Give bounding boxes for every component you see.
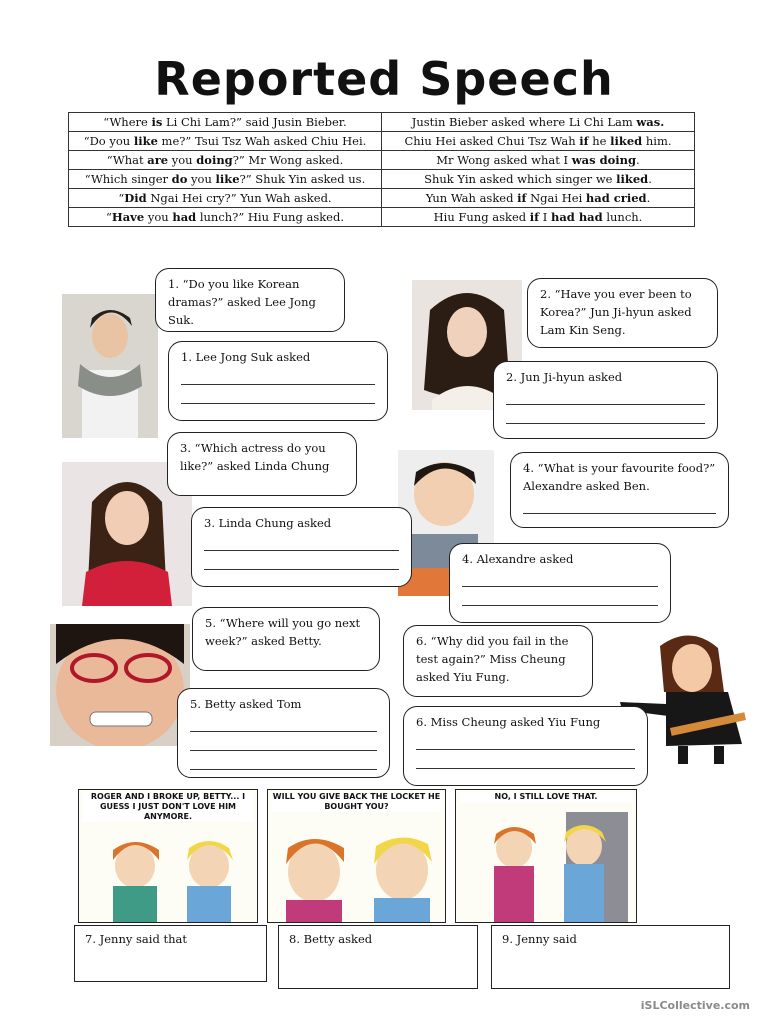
answer-6-prompt: 6. Miss Cheung asked Yiu Fung: [416, 715, 601, 729]
answer-3-line[interactable]: [204, 532, 399, 551]
sentence-text: you: [187, 172, 216, 186]
example-row: [69, 208, 695, 227]
answer-bubble-6: [403, 706, 648, 786]
sentence-text: Shuk Yin asked which singer we: [424, 172, 617, 186]
answer-6-line[interactable]: [416, 731, 635, 750]
sentence-text: lunch.: [602, 210, 643, 224]
answer-bubble-1: [168, 341, 388, 421]
page-title: Reported Speech: [154, 52, 614, 106]
comic-panel-3: [455, 789, 637, 923]
answer-3-line[interactable]: [204, 551, 399, 570]
key-word: was.: [636, 115, 665, 129]
answer-9-prompt: 9. Jenny said: [502, 932, 577, 946]
key-word: do: [171, 172, 188, 186]
direct-speech-cell: [69, 132, 382, 151]
key-word: are: [147, 153, 169, 167]
sentence-text: Justin Bieber asked where Li Chi Lam: [411, 115, 637, 129]
direct-speech-cell: [69, 113, 382, 132]
sentence-text: Yun Wah asked: [425, 191, 518, 205]
key-word: Did: [124, 191, 147, 205]
sentence-text: .: [648, 172, 652, 186]
sentence-text: .: [636, 153, 640, 167]
answer-box-9[interactable]: [491, 925, 730, 989]
answer-1-prompt: 1. Lee Jong Suk asked: [181, 350, 311, 364]
question-2-text: 2. “Have you ever been to Korea?” Jun Ji-hyun asked Lam Kin Seng.: [540, 287, 692, 337]
comic-caption-3: NO, I STILL LOVE THAT.: [460, 792, 632, 802]
key-word: if: [579, 134, 589, 148]
answer-4-prompt: 4. Alexandre asked: [462, 552, 574, 566]
answer-5-line[interactable]: [190, 732, 377, 751]
question-bubble-5: [192, 607, 380, 671]
sentence-text: “Where: [103, 115, 152, 129]
comic-panel-2: [267, 789, 446, 923]
sentence-text: he: [588, 134, 611, 148]
key-word: was doing: [571, 153, 637, 167]
key-word: like: [133, 134, 158, 148]
sentence-text: Ngai Hei: [526, 191, 586, 205]
key-word: had cried: [585, 191, 647, 205]
comic-panel-1: [78, 789, 258, 923]
question-1-text: 1. “Do you like Korean dramas?” asked Lee Jong Suk.: [168, 277, 316, 327]
sentence-text: ?” Mr Wong asked.: [232, 153, 344, 167]
answer-2-line[interactable]: [506, 405, 705, 424]
sentence-text: “: [118, 191, 125, 205]
key-word: liked: [616, 172, 649, 186]
answer-bubble-2: [493, 361, 718, 439]
answer-7-prompt: 7. Jenny said that: [85, 932, 187, 946]
photo-lee-jong-suk: [62, 294, 158, 438]
sentence-text: you: [168, 153, 197, 167]
key-word: doing: [196, 153, 233, 167]
question-bubble-6: [403, 625, 593, 697]
example-row: [69, 132, 695, 151]
answer-4-line[interactable]: [462, 568, 658, 587]
sentence-text: Chiu Hei asked Chui Tsz Wah: [404, 134, 580, 148]
sentence-text: “Do you: [83, 134, 134, 148]
key-word: had: [172, 210, 197, 224]
answer-5-line[interactable]: [190, 713, 377, 732]
answer-box-8[interactable]: [278, 925, 478, 989]
sentence-text: ?” Shuk Yin asked us.: [239, 172, 366, 186]
reported-speech-cell: [382, 170, 695, 189]
key-word: if: [529, 210, 540, 224]
sentence-text: “: [105, 210, 112, 224]
question-3-text: 3. “Which actress do you like?” asked Linda Chung: [180, 441, 330, 473]
sentence-text: you: [144, 210, 173, 224]
answer-bubble-3: [191, 507, 412, 587]
examples-table: [68, 112, 695, 227]
sentence-text: “Which singer: [84, 172, 172, 186]
sentence-text: .: [646, 191, 651, 205]
answer-4-extra-line[interactable]: [523, 495, 716, 514]
answer-3-prompt: 3. Linda Chung asked: [204, 516, 332, 530]
key-word: had had: [550, 210, 603, 224]
answer-1-line[interactable]: [181, 366, 375, 385]
answer-2-line[interactable]: [506, 386, 705, 405]
question-6-text: 6. “Why did you fail in the test again?” Miss Cheung asked Yiu Fung.: [416, 634, 569, 684]
direct-speech-cell: [69, 151, 382, 170]
answer-5-line[interactable]: [190, 751, 377, 770]
key-word: if: [517, 191, 527, 205]
sentence-text: Hiu Fung asked: [433, 210, 530, 224]
question-5-text: 5. “Where will you go next week?” asked Betty.: [205, 616, 361, 648]
comic-caption-1: ROGER AND I BROKE UP, BETTY... I GUESS I JUST DON'T LOVE HIM ANYMORE.: [83, 792, 253, 822]
answer-8-prompt: 8. Betty asked: [289, 932, 373, 946]
comic-caption-2: WILL YOU GIVE BACK THE LOCKET HE BOUGHT YOU?: [272, 792, 441, 811]
question-bubble-3: [167, 432, 357, 496]
footer-watermark: iSLCollective.com: [640, 999, 750, 1012]
example-row: [69, 151, 695, 170]
sentence-text: him.: [642, 134, 672, 148]
answer-5-prompt: 5. Betty asked Tom: [190, 697, 302, 711]
reported-speech-cell: [382, 132, 695, 151]
reported-speech-cell: [382, 151, 695, 170]
sentence-text: I: [539, 210, 551, 224]
answer-4-line[interactable]: [462, 587, 658, 606]
question-bubble-2: [527, 278, 718, 348]
direct-speech-cell: [69, 208, 382, 227]
example-row: [69, 189, 695, 208]
example-row: [69, 170, 695, 189]
sentence-text: “What: [106, 153, 148, 167]
key-word: Have: [111, 210, 145, 224]
key-word: like: [215, 172, 240, 186]
question-bubble-1: [155, 268, 345, 332]
reported-speech-cell: [382, 208, 695, 227]
question-bubble-4: [510, 452, 729, 528]
answer-1-line[interactable]: [181, 385, 375, 404]
answer-box-7[interactable]: [74, 925, 267, 982]
direct-speech-cell: [69, 170, 382, 189]
sentence-text: lunch?” Hiu Fung asked.: [196, 210, 345, 224]
photo-betty-glasses: [50, 624, 190, 746]
example-row: [69, 113, 695, 132]
reported-speech-cell: [382, 113, 695, 132]
answer-6-line[interactable]: [416, 750, 635, 769]
answer-bubble-5: [177, 688, 390, 778]
sentence-text: Ngai Hei cry?” Yun Wah asked.: [146, 191, 332, 205]
question-4-text: 4. “What is your favourite food?” Alexandre asked Ben.: [523, 461, 716, 493]
reported-speech-cell: [382, 189, 695, 208]
key-word: is: [151, 115, 163, 129]
sentence-text: Mr Wong asked what I: [436, 153, 572, 167]
sentence-text: Li Chi Lam?” said Jusin Bieber.: [162, 115, 347, 129]
sentence-text: me?” Tsui Tsz Wah asked Chiu Hei.: [157, 134, 367, 148]
direct-speech-cell: [69, 189, 382, 208]
answer-bubble-4: [449, 543, 671, 623]
answer-2-prompt: 2. Jun Ji-hyun asked: [506, 370, 623, 384]
key-word: liked: [610, 134, 643, 148]
